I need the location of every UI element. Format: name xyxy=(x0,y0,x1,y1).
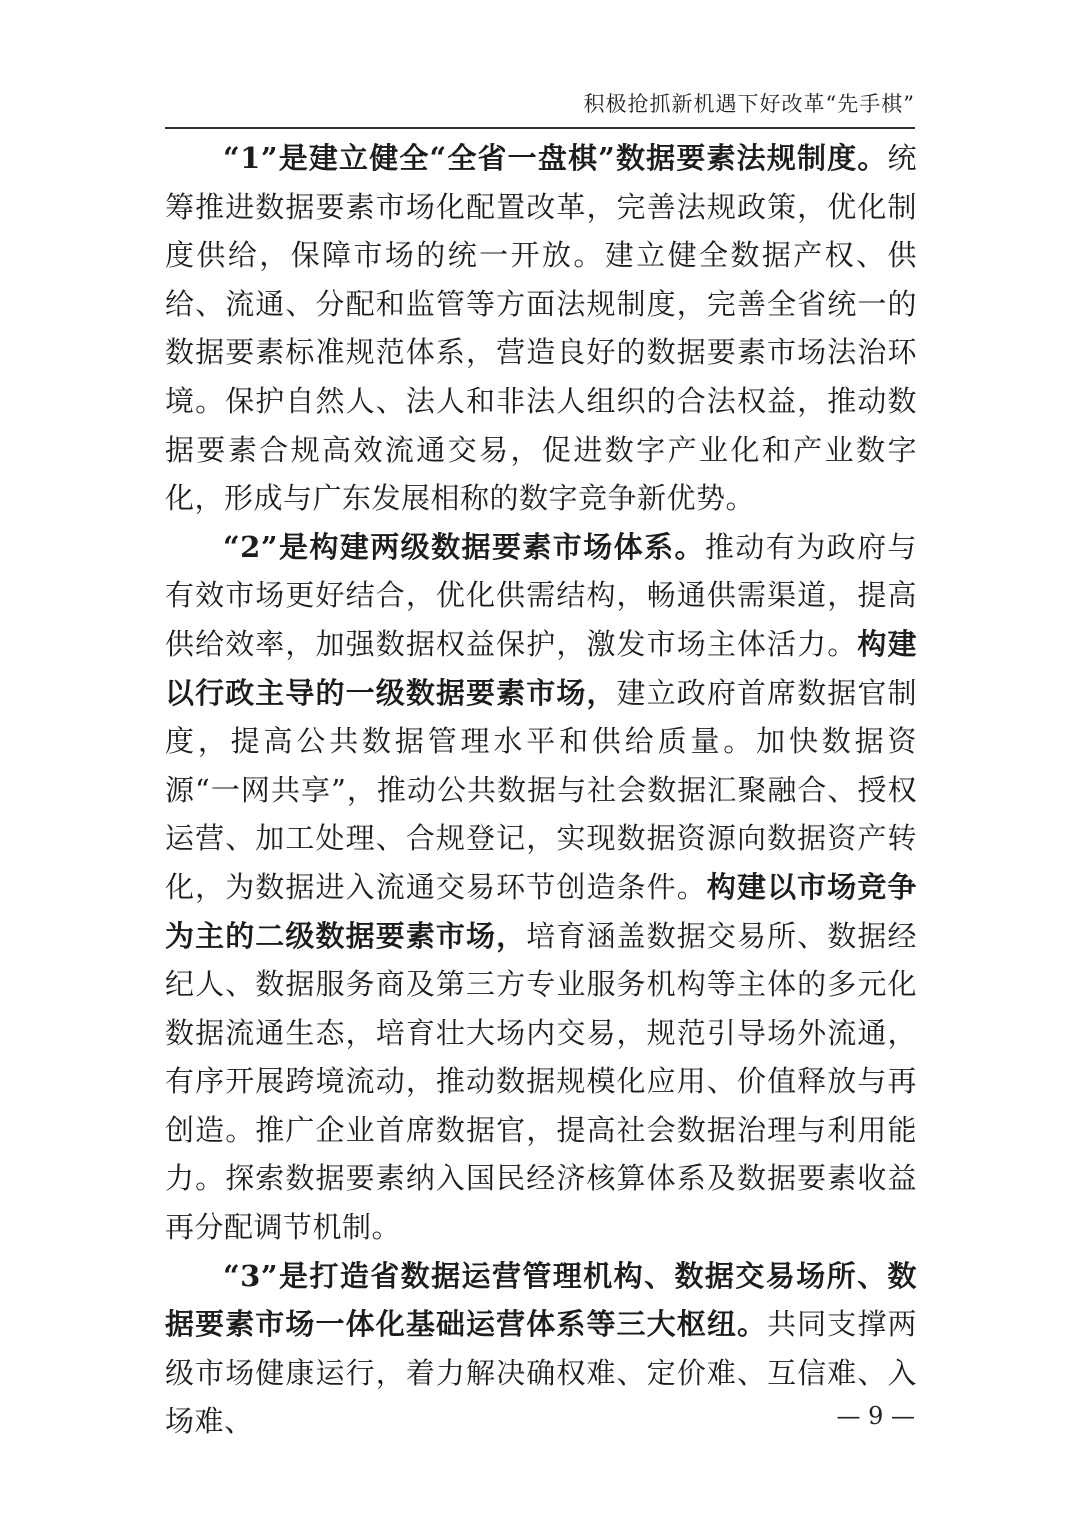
running-header-title: 积极抢抓新机遇下好改革“先手棋” xyxy=(583,92,915,116)
paragraph-1-text: 统筹推进数据要素市场化配置改革，完善法规政策，优化制度供给，保障市场的统一开放。建立健全数据产权、供给、流通、分配和监管等方面法规制度，完善全省统一的数据要素标准规范体系，营造良好的数据要素市场法治环境。保护自然人、法人和非法人组织的合法权益，推动数据要素合规高效流通交易，促进数字产业化和产业数字化，形成与广东发展相称的数字竞争新优势。 xyxy=(165,141,917,516)
paragraph-1 xyxy=(165,134,917,523)
paragraph-2-emphasis-a: 构建以行政主导的一级数据要素市场， xyxy=(165,626,917,710)
body-text xyxy=(165,134,917,1446)
paragraph-2 xyxy=(165,523,917,1252)
paragraph-3-lead: “3”是打造省数据运营管理机构、数据交易场所、数据要素市场一体化基础运营体系等三大枢纽。 xyxy=(165,1258,917,1342)
paragraph-2-emphasis-b: 构建以市场竞争为主的二级数据要素市场， xyxy=(165,869,917,953)
paragraph-2-lead: “2”是构建两级数据要素市场体系。 xyxy=(223,529,705,564)
paragraph-2-text-c: 培育涵盖数据交易所、数据经纪人、数据服务商及第三方专业服务机构等主体的多元化数据流通生态，培育壮大场内交易，规范引导场外流通，有序开展跨境流动，推动数据规模化应用、价值释放与再创造。推广企业首席数据官，提高社会数据治理与利用能力。探索数据要素纳入国民经济核算体系及数据要素收益再分配调节机制。 xyxy=(165,918,917,1245)
paragraph-3 xyxy=(165,1252,917,1446)
paragraph-3-text: 共同支撑两级市场健康运行，着力解决确权难、定价难、互信难、入场难、 xyxy=(165,1307,917,1439)
paragraph-2-text-a: 推动有为政府与有效市场更好结合，优化供需结构，畅通供需渠道，提高供给效率，加强数据权益保护，激发市场主体活力。 xyxy=(165,529,917,661)
paragraph-2-text-b: 建立政府首席数据官制度，提高公共数据管理水平和供给质量。加快数据资源“一网共享”，推动公共数据与社会数据汇聚融合、授权运营、加工处理、合规登记，实现数据资源向数据资产转化，为数据进入流通交易环节创造条件。 xyxy=(165,675,917,904)
page-number: — 9 — xyxy=(836,1402,915,1430)
header-divider xyxy=(165,127,915,129)
paragraph-1-lead: “1”是建立健全“全省一盘棋”数据要素法规制度。 xyxy=(223,141,888,175)
